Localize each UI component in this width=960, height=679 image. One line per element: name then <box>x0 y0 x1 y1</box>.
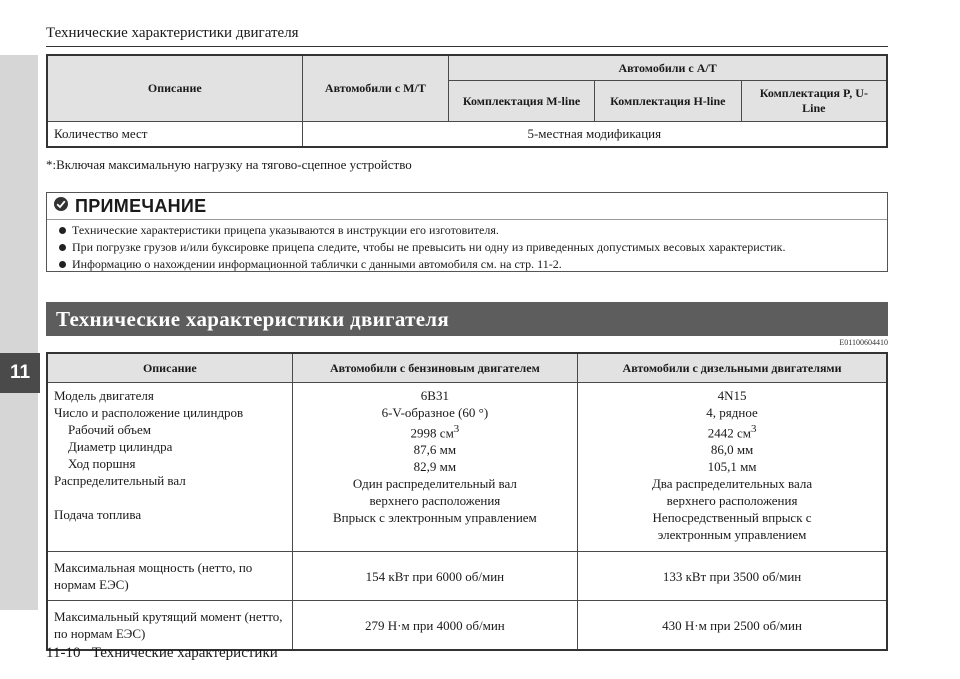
petrol-bore: 87,6 мм <box>413 442 457 458</box>
side-band <box>0 55 38 610</box>
note-box <box>46 192 888 272</box>
row-value-seats: 5-местная модификация <box>302 122 887 148</box>
chapter-number: 11 <box>9 362 31 383</box>
petrol-cylinders: 6-V-образное (60 °) <box>381 405 489 420</box>
table-row <box>47 601 887 651</box>
petrol-displacement-line <box>297 421 573 441</box>
check-icon <box>53 196 69 217</box>
label-stroke: Ход поршня <box>68 456 136 471</box>
col-at: Автомобили с A/T <box>449 55 887 81</box>
label-displacement: Рабочий объем <box>68 422 151 437</box>
diesel-stroke: 105,1 мм <box>707 459 757 475</box>
header-rule <box>46 46 888 47</box>
col-diesel: Автомобили с дизельными двигателями <box>578 353 887 383</box>
row-label-seats: Количество мест <box>47 122 302 148</box>
col-hline: Комплектация H-line <box>594 81 741 122</box>
section-code: E01100604410 <box>839 338 888 347</box>
label-camshaft: Распределительный вал <box>54 473 186 488</box>
petrol-model: 6B31 <box>420 388 449 403</box>
petrol-stroke: 82,9 мм <box>413 459 457 475</box>
col-mline: Комплектация M-line <box>449 81 595 122</box>
diesel-values <box>578 383 887 552</box>
col-pu: Комплектация P, U-Line <box>741 81 887 122</box>
footer-title: Технические характеристики <box>91 645 278 661</box>
label-torque: Максимальный крутящий момент (нетто, по нормам ЕЭС) <box>47 601 292 651</box>
label-model: Модель двигателя <box>54 388 154 403</box>
table-row <box>47 383 887 552</box>
diesel-displacement: 2442 см <box>707 425 751 441</box>
section-title: Технические характеристики двигателя <box>56 306 450 331</box>
diesel-model: 4N15 <box>717 388 747 403</box>
col-mt: Автомобили с M/T <box>302 55 449 122</box>
note-item <box>59 239 887 256</box>
col-description: Описание <box>47 353 292 383</box>
note-header <box>47 193 887 220</box>
footnote: *:Включая максимальную нагрузку на тягово-сцепное устройство <box>46 157 412 172</box>
label-power: Максимальная мощность (нетто, по нормам ЕЭС) <box>47 552 292 601</box>
petrol-displacement: 2998 см <box>410 425 454 441</box>
note-title: ПРИМЕЧАНИЕ <box>75 195 207 216</box>
page-header: Технические характеристики двигателя <box>46 25 299 41</box>
petrol-power: 154 кВт при 6000 об/мин <box>292 552 577 601</box>
diesel-fuel: Непосредственный впрыск с электронным управлением <box>652 510 812 543</box>
label-fuel: Подача топлива <box>54 507 142 522</box>
col-description: Описание <box>47 55 302 122</box>
note-item-text: Информацию о нахождении информационной таблички с данными автомобиля см. на стр. 11-2. <box>72 257 562 271</box>
page-footer <box>46 645 278 662</box>
cube-sup: 3 <box>750 423 757 435</box>
section-banner <box>46 302 888 336</box>
note-item-text: Технические характеристики прицепа указываются в инструкции его изготовителя. <box>72 223 499 237</box>
bullet-icon <box>59 261 66 268</box>
note-list <box>47 222 887 273</box>
chapter-tab <box>0 353 40 393</box>
petrol-torque: 279 Н·м при 4000 об/мин <box>292 601 577 651</box>
label-cylinders: Число и расположение цилиндров <box>54 405 244 420</box>
col-petrol: Автомобили с бензиновым двигателем <box>292 353 577 383</box>
page-number: 11-10 <box>46 645 81 661</box>
petrol-values <box>292 383 577 552</box>
bullet-icon <box>59 244 66 251</box>
cube-sup: 3 <box>453 423 460 435</box>
bullet-icon <box>59 227 66 234</box>
engine-table <box>46 352 888 651</box>
note-item <box>59 256 887 273</box>
diesel-camshaft: Два распределительных вала верхнего расположения <box>651 476 813 509</box>
petrol-camshaft: Один распределительный вал верхнего расположения <box>352 476 517 509</box>
diesel-power: 133 кВт при 3500 об/мин <box>578 552 887 601</box>
diesel-displacement-line <box>582 421 882 441</box>
label-bore: Диаметр цилиндра <box>68 439 173 454</box>
diesel-torque: 430 Н·м при 2500 об/мин <box>578 601 887 651</box>
table-row <box>47 552 887 601</box>
seats-table <box>46 54 888 148</box>
engine-labels <box>47 383 292 552</box>
diesel-bore: 86,0 мм <box>710 442 754 458</box>
note-item-text: При погрузке грузов и/или буксировке прицепа следите, чтобы не превысить ни одну из приведенных допустимых весовых характеристик. <box>72 240 786 254</box>
diesel-cylinders: 4, рядное <box>706 405 758 420</box>
note-item <box>59 222 887 239</box>
petrol-fuel: Впрыск с электронным управлением <box>332 510 537 526</box>
